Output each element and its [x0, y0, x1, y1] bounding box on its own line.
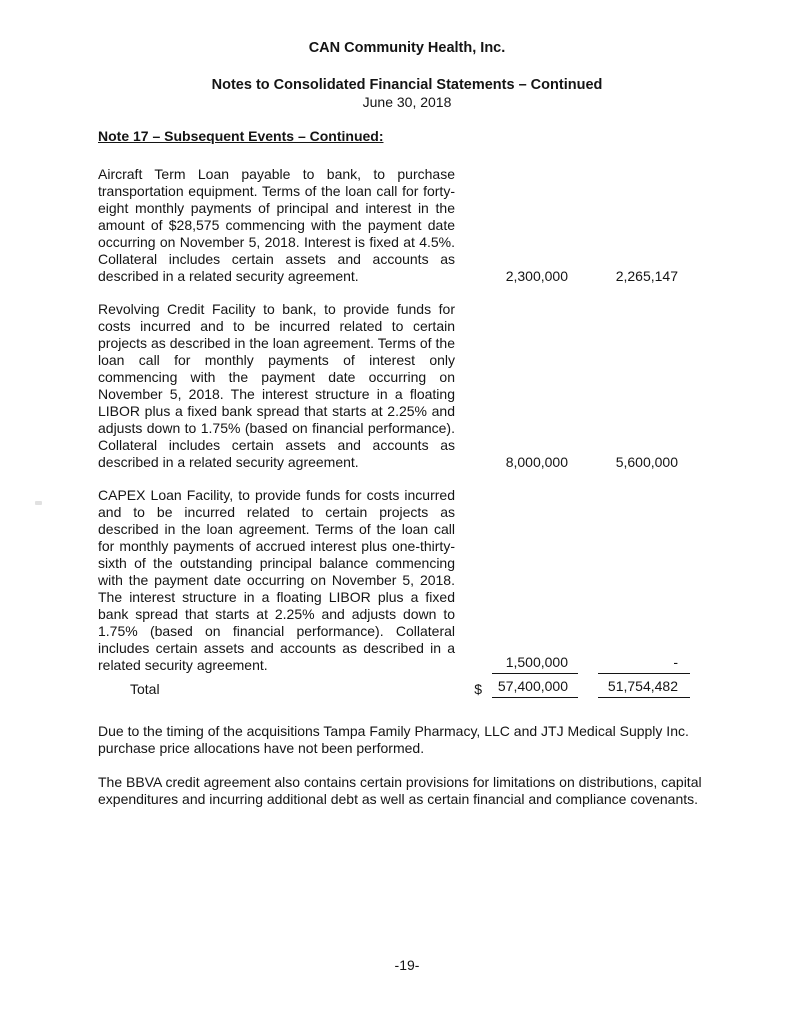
- total-amount-prior: 51,754,482: [598, 678, 690, 698]
- table-row-revolving-credit-facility: [98, 301, 690, 471]
- page-number: -19-: [394, 957, 420, 973]
- document-title: Notes to Consolidated Financial Statements – Continued: [211, 77, 603, 93]
- loan-schedule-table: [98, 166, 690, 698]
- company-name: CAN Community Health, Inc.: [308, 40, 506, 56]
- footnote-paragraph-acquisitions: Due to the timing of the acquisitions Tampa Family Pharmacy, LLC and JTJ Medical Supply Inc. purchase price allocations have not been performed.: [98, 723, 689, 756]
- table-row-aircraft-term-loan: [98, 166, 690, 285]
- loan-amount-current: 1,500,000: [492, 654, 578, 674]
- document-header: [98, 40, 716, 111]
- footnote-paragraph-bbva-covenants: The BBVA credit agreement also contains certain provisions for limitations on distributions, capital expenditures and incurring additional debt as well as certain financial and compliance covenants.: [98, 774, 702, 807]
- total-amount-current: 57,400,000: [492, 678, 578, 698]
- loan-description: Revolving Credit Facility to bank, to provide funds for costs incurred and to be incurred related to certain projects as described in the loan agreement. Terms of the loan call for monthly payments of interest only commencing with the payment date occurring on November 5, 2018. The interest structure in a floating LIBOR plus a fixed bank spread that starts at 2.25% and adjusts down to 1.75% (based on financial performance). Collateral includes certain assets and accounts as described in a related security agreement.: [98, 301, 455, 470]
- loan-amount-prior: 2,265,147: [615, 268, 678, 284]
- document-date: June 30, 2018: [362, 94, 452, 110]
- loan-amount-prior: -: [598, 654, 690, 674]
- loan-description: CAPEX Loan Facility, to provide funds for costs incurred and to be incurred related to certain projects as described in the loan agreement. Terms of the loan call for monthly payments of accrued interest plus one-thirty-sixth of the outstanding principal balance commencing with the payment date occurring on November 5, 2018. The interest structure in a floating LIBOR plus a fixed bank spread that starts at 2.25% and adjusts down to 1.75% (based on financial performance). Collateral includes certain assets and accounts as described in a related security agreement.: [98, 487, 455, 673]
- loan-description: Aircraft Term Loan payable to bank, to purchase transportation equipment. Terms of the loan call for forty-eight monthly payments of principal and interest in the amount of $28,575 commencing with the payment date occurring on November 5, 2018. Interest is fixed at 4.5%. Collateral includes certain assets and accounts as described in a related security agreement.: [98, 166, 455, 284]
- loan-amount-prior: 5,600,000: [615, 454, 678, 470]
- table-row-capex-loan-facility: [98, 487, 690, 674]
- loan-amount-current: 8,000,000: [505, 454, 568, 470]
- loan-amount-current: 2,300,000: [505, 268, 568, 284]
- note-heading: Note 17 – Subsequent Events – Continued:: [98, 128, 384, 144]
- table-row-total: [98, 678, 690, 698]
- total-label: Total: [130, 681, 160, 697]
- dollar-sign: $: [474, 681, 482, 697]
- scan-artifact: [35, 501, 42, 505]
